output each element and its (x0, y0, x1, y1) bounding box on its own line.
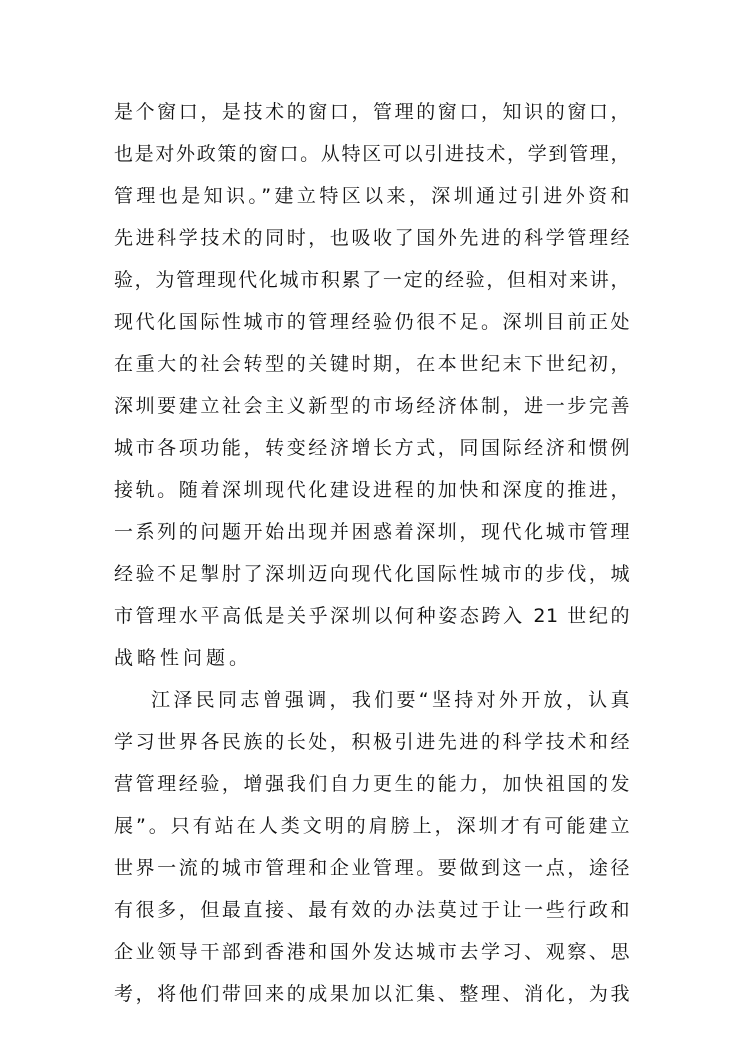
paragraph-end-line: 战略性问题。 (114, 647, 253, 669)
text-line: 有很多，但最直接、最有效的办法莫过于让一些行政和 (114, 899, 630, 921)
text-line: 也是对外政策的窗口。从特区可以引进技术，学到管理， (114, 143, 630, 165)
text-line: 展”。只有站在人类文明的肩膀上，深圳才有可能建立 (114, 815, 630, 837)
text-line: 企业领导干部到香港和国外发达城市去学习、观察、思 (114, 941, 630, 963)
paragraph-start-line: 江泽民同志曾强调，我们要“坚持对外开放，认真 (151, 689, 630, 711)
text-line: 经验不足掣肘了深圳迈向现代化国际性城市的步伐，城 (114, 563, 630, 585)
text-line: 考，将他们带回来的成果加以汇集、整理、消化，为我 (114, 983, 630, 1005)
text-line: 深圳要建立社会主义新型的市场经济体制，进一步完善 (114, 395, 630, 417)
text-line: 城市各项功能，转变经济增长方式，同国际经济和惯例 (114, 437, 630, 459)
text-line: 学习世界各民族的长处，积极引进先进的科学技术和经 (114, 731, 630, 753)
text-line: 一系列的问题开始出现并困惑着深圳，现代化城市管理 (114, 521, 630, 543)
text-line: 世界一流的城市管理和企业管理。要做到这一点，途径 (114, 857, 630, 879)
text-line: 现代化国际性城市的管理经验仍很不足。深圳目前正处 (114, 311, 630, 333)
text-line: 接轨。随着深圳现代化建设进程的加快和深度的推进， (114, 479, 630, 501)
text-line: 管理也是知识。”建立特区以来，深圳通过引进外资和 (114, 185, 630, 207)
text-line: 验，为管理现代化城市积累了一定的经验，但相对来讲， (114, 269, 630, 291)
text-line: 在重大的社会转型的关键时期，在本世纪末下世纪初， (114, 353, 630, 375)
text-line: 营管理经验，增强我们自力更生的能力，加快祖国的发 (114, 773, 630, 795)
text-line: 先进科学技术的同时，也吸收了国外先进的科学管理经 (114, 227, 630, 249)
text-line: 市管理水平高低是关乎深圳以何种姿态跨入 21 世纪的 (114, 605, 630, 627)
text-line: 是个窗口，是技术的窗口，管理的窗口，知识的窗口， (114, 101, 630, 123)
